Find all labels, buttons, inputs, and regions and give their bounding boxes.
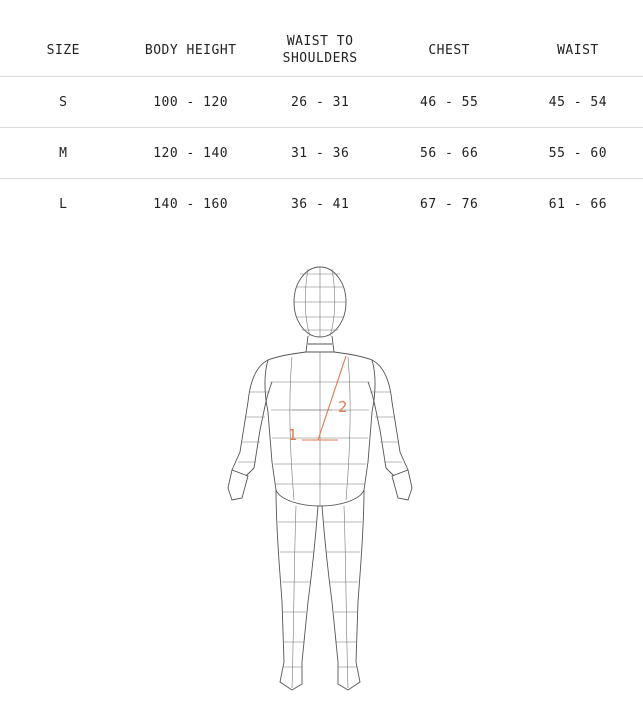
table-row [0, 128, 643, 179]
cell-waist: 45 - 54 [513, 77, 643, 128]
wireframe-mannequin-illustration [210, 262, 430, 702]
cell-size: S [0, 77, 127, 128]
mannequin-right-leg [322, 490, 364, 690]
cell-chest: 46 - 55 [385, 77, 512, 128]
cell-waist-to-shoulders: 26 - 31 [255, 77, 386, 128]
size-chart-table [0, 24, 643, 229]
cell-waist-to-shoulders: 36 - 41 [290, 196, 350, 212]
mannequin-neck [306, 336, 334, 352]
header-chest: CHEST [385, 24, 512, 77]
header-size: SIZE [0, 24, 127, 77]
mannequin-head [294, 267, 346, 337]
cell-body-height: 100 - 120 [127, 77, 255, 128]
marker-1-label: 1 [288, 426, 298, 444]
marker-2-label: 2 [338, 398, 348, 416]
cell-body-height: 140 - 160 [153, 196, 229, 212]
table-row [0, 179, 643, 230]
header-waist-to-shoulders: WAIST TO SHOULDERS [255, 24, 386, 77]
cell-chest: 56 - 66 [385, 128, 512, 179]
cell-body-height: 120 - 140 [127, 128, 255, 179]
body-measurement-figure [210, 262, 430, 702]
cell-size: L [59, 196, 68, 212]
cell-chest: 67 - 76 [420, 196, 479, 212]
cell-waist: 55 - 60 [513, 128, 643, 179]
header-waist: WAIST [513, 24, 643, 77]
cell-size: M [0, 128, 127, 179]
measurement-guides [288, 356, 348, 444]
mannequin-torso [265, 352, 375, 506]
header-body-height: BODY HEIGHT [127, 24, 255, 77]
mannequin-left-leg [276, 490, 318, 690]
table-row [0, 77, 643, 128]
cell-waist-to-shoulders: 31 - 36 [255, 128, 386, 179]
cell-waist: 61 - 66 [548, 196, 608, 212]
table-header-row [0, 24, 643, 77]
